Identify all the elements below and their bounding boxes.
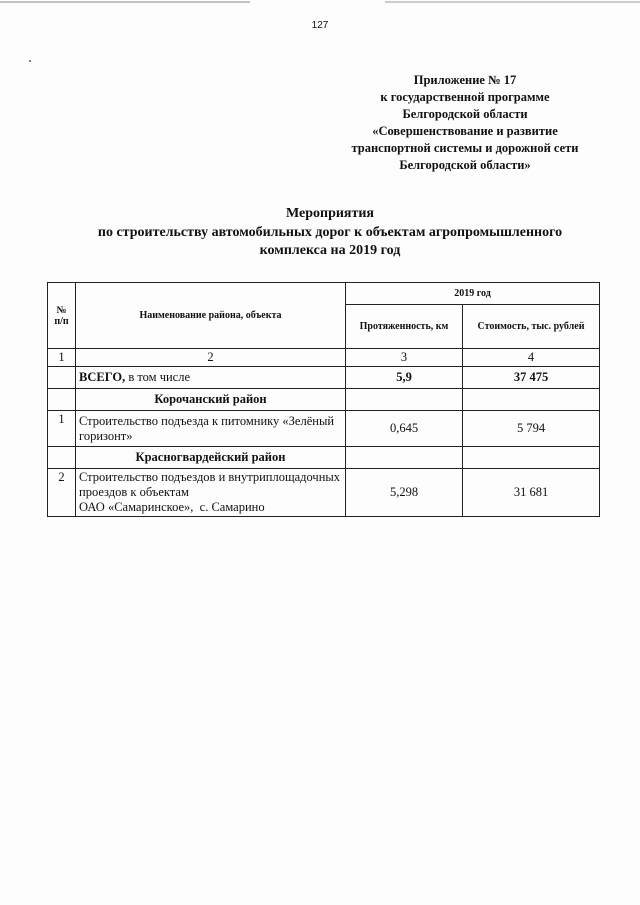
district-cost-cell <box>463 447 600 469</box>
object-length: 0,645 <box>346 411 463 447</box>
district-row <box>48 389 600 411</box>
index-cell: 1 <box>48 349 76 367</box>
title-line: комплекса на 2019 год <box>259 243 401 258</box>
index-cell: 3 <box>346 349 463 367</box>
district-name: Красногвардейский район <box>76 447 346 469</box>
object-row <box>48 469 600 517</box>
index-cell: 4 <box>463 349 600 367</box>
appendix-line: транспортной системы и дорожной сети <box>351 141 579 155</box>
index-cell: 2 <box>76 349 346 367</box>
object-name-line: Строительство подъездов и внутриплощадочных <box>79 470 341 484</box>
object-num: 1 <box>48 411 76 447</box>
header-cost: Стоимость, тыс. рублей <box>463 305 600 349</box>
total-num-cell <box>48 367 76 389</box>
object-length: 5,298 <box>346 469 463 517</box>
appendix-line: к государственной программе <box>380 90 550 104</box>
measures-table <box>47 282 600 517</box>
object-name-line: ОАО «Самаринское», с. Самарино <box>79 500 265 514</box>
district-name: Корочанский район <box>76 389 346 411</box>
appendix-note <box>340 72 590 174</box>
object-name: Строительство подъезда к питомнику «Зелёный горизонт» <box>76 411 346 447</box>
scan-dot <box>29 60 31 62</box>
district-num-cell <box>48 447 76 469</box>
total-row <box>48 367 600 389</box>
object-name-line: проездов к объектам <box>79 485 189 499</box>
object-row <box>48 411 600 447</box>
total-label-suffix: в том числе <box>125 370 191 384</box>
total-cost: 37 475 <box>463 367 600 389</box>
header-num: № п/п <box>48 283 76 349</box>
title-line: по строительству автомобильных дорог к объектам агропромышленного <box>97 224 563 240</box>
district-cost-cell <box>463 389 600 411</box>
appendix-line: Белгородской области <box>402 107 528 121</box>
district-row <box>48 447 600 469</box>
total-label: ВСЕГО, <box>79 370 126 384</box>
table-header-row <box>48 283 600 305</box>
page-number: 127 <box>311 20 329 31</box>
object-cost: 5 794 <box>463 411 600 447</box>
total-length: 5,9 <box>346 367 463 389</box>
index-row <box>48 349 600 367</box>
total-label-cell <box>76 367 346 389</box>
object-cost: 31 681 <box>463 469 600 517</box>
header-length: Протяженность, км <box>346 305 463 349</box>
district-length-cell <box>346 447 463 469</box>
header-name: Наименование района, объекта <box>76 283 346 349</box>
header-year: 2019 год <box>346 283 600 305</box>
object-name <box>76 469 346 517</box>
title-line: Мероприятия <box>285 206 375 221</box>
district-length-cell <box>346 389 463 411</box>
appendix-line: Белгородской области» <box>399 158 531 172</box>
document-title <box>40 205 620 261</box>
district-num-cell <box>48 389 76 411</box>
object-num: 2 <box>48 469 76 517</box>
appendix-line: «Совершенствование и развитие <box>372 124 558 138</box>
appendix-line: Приложение № 17 <box>413 73 517 87</box>
